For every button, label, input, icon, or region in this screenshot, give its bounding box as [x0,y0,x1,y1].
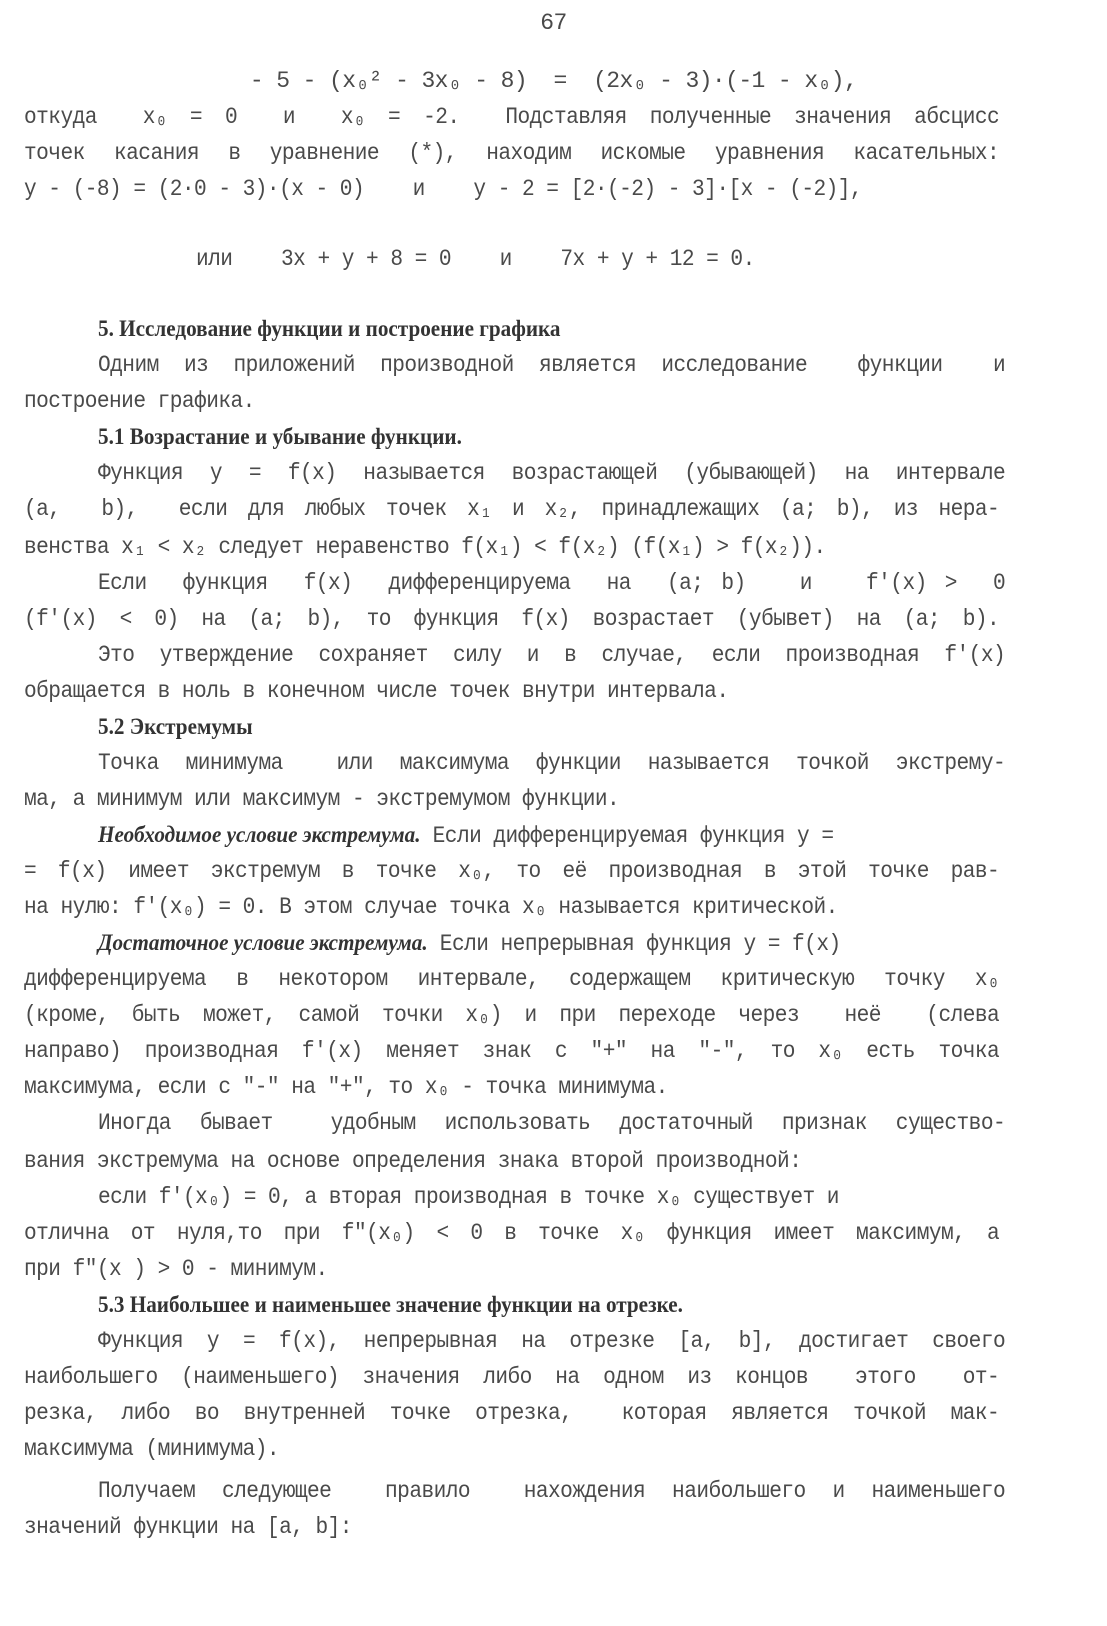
text-line: Это утверждение сохраняет силу и в случае, если производная f′(x) [98,642,1006,668]
text-line: отлична от нуля,то при f″(x₀) < 0 в точке x₀ функция имеет максимум, а [24,1220,1000,1246]
text-line: Точка минимума или максимума функции называется точкой экстрему- [98,750,1006,776]
page-number: 67 [540,10,567,36]
sufficient-condition-title: Достаточное условие экстремума. [98,930,428,955]
text-line: Иногда бывает удобным использовать достаточный признак существо- [98,1110,1006,1136]
section-heading-5-3: 5.3 Наибольшее и наименьшее значение функции на отрезке. [98,1292,683,1317]
text-line: (a, b), если для любых точек x₁ и x₂, принадлежащих (a; b), из нера- [24,496,1000,522]
text-line: откуда x₀ = 0 и x₀ = -2. Подставляя полученные значения абсцисс [24,104,1000,130]
section-heading-5-1: 5.1 Возрастание и убывание функции. [98,424,462,449]
text-line: = f(x) имеет экстремум в точке x₀, то её производная в этой точке рав- [24,858,1000,884]
text-line: Функция y = f(x) называется возрастающей (убывающей) на интервале [98,460,1006,486]
text-line: Если функция f(x) дифференцируема на (a; b) и f′(x) > 0 [98,570,1006,596]
text-line: наибольшего (наименьшего) значения либо на одном из концов этого от- [24,1364,1000,1390]
text-line: построение графика. [24,388,255,414]
text-line: венства x₁ < x₂ следует неравенство f(x₁) < f(x₂) (f(x₁) > f(x₂)). [24,534,826,560]
text-line: Функция y = f(x), непрерывная на отрезке [a, b], достигает своего [98,1328,1006,1354]
text-line: на нулю: f′(x₀) = 0. В этом случае точка x₀ называется критической. [24,894,838,920]
equation-1: - 5 - (x₀² - 3x₀ - 8) = (2x₀ - 3)·(-1 - x₀), [249,68,858,94]
text-line: при f″(x ) > 0 - минимум. [24,1256,328,1282]
text-line: направо) производная f′(x) меняет знак с "+" на "-", то x₀ есть точка [24,1038,1000,1064]
text-line: (f′(x) < 0) на (a; b), то функция f(x) возрастает (убывет) на (a; b). [24,606,1000,632]
text-line [98,928,1005,959]
text-line: значений функции на [a, b]: [24,1514,352,1540]
text-line: Одним из приложений производной является исследование функции и [98,352,1006,378]
text-line: ма, а минимум или максимум - экстремумом функции. [24,786,620,812]
equation-3: или 3x + y + 8 = 0 и 7x + y + 12 = 0. [196,246,755,272]
section-heading-5-2: 5.2 Экстремумы [98,714,253,739]
text-line: точек касания в уравнение (*), находим искомые уравнения касательных: [24,140,1000,166]
text-line: Получаем следующее правило нахождения наибольшего и наименьшего [98,1478,1006,1504]
equation-2: y - (-8) = (2·0 - 3)·(x - 0) и y - 2 = [2·(-2) - 3]·[x - (-2)], [24,176,863,202]
section-heading-5: 5. Исследование функции и построение графика [98,316,561,341]
text-line: максимума (минимума). [24,1436,280,1462]
text-line [98,820,1005,851]
text-line: дифференцируема в некотором интервале, содержащем критическую точку x₀ [24,966,1000,992]
text-span: Если дифференцируемая функция y = [420,823,834,849]
necessary-condition-title: Необходимое условие экстремума. [98,822,421,847]
text-line: резка, либо во внутренней точке отрезка, которая является точкой мак- [24,1400,1000,1426]
text-line: обращается в ноль в конечном числе точек внутри интервала. [24,678,729,704]
text-span: Если непрерывная функция y = f(x) [427,931,841,957]
text-line: вания экстремума на основе определения знака второй производной: [24,1148,802,1174]
text-line: если f′(x₀) = 0, а вторая производная в точке x₀ существует и [98,1184,839,1210]
text-line: (кроме, быть может, самой точки x₀) и при переходе через неё (слева [24,1002,1000,1028]
text-line: максимума, если с "-" на "+", то x₀ - точка минимума. [24,1074,668,1100]
